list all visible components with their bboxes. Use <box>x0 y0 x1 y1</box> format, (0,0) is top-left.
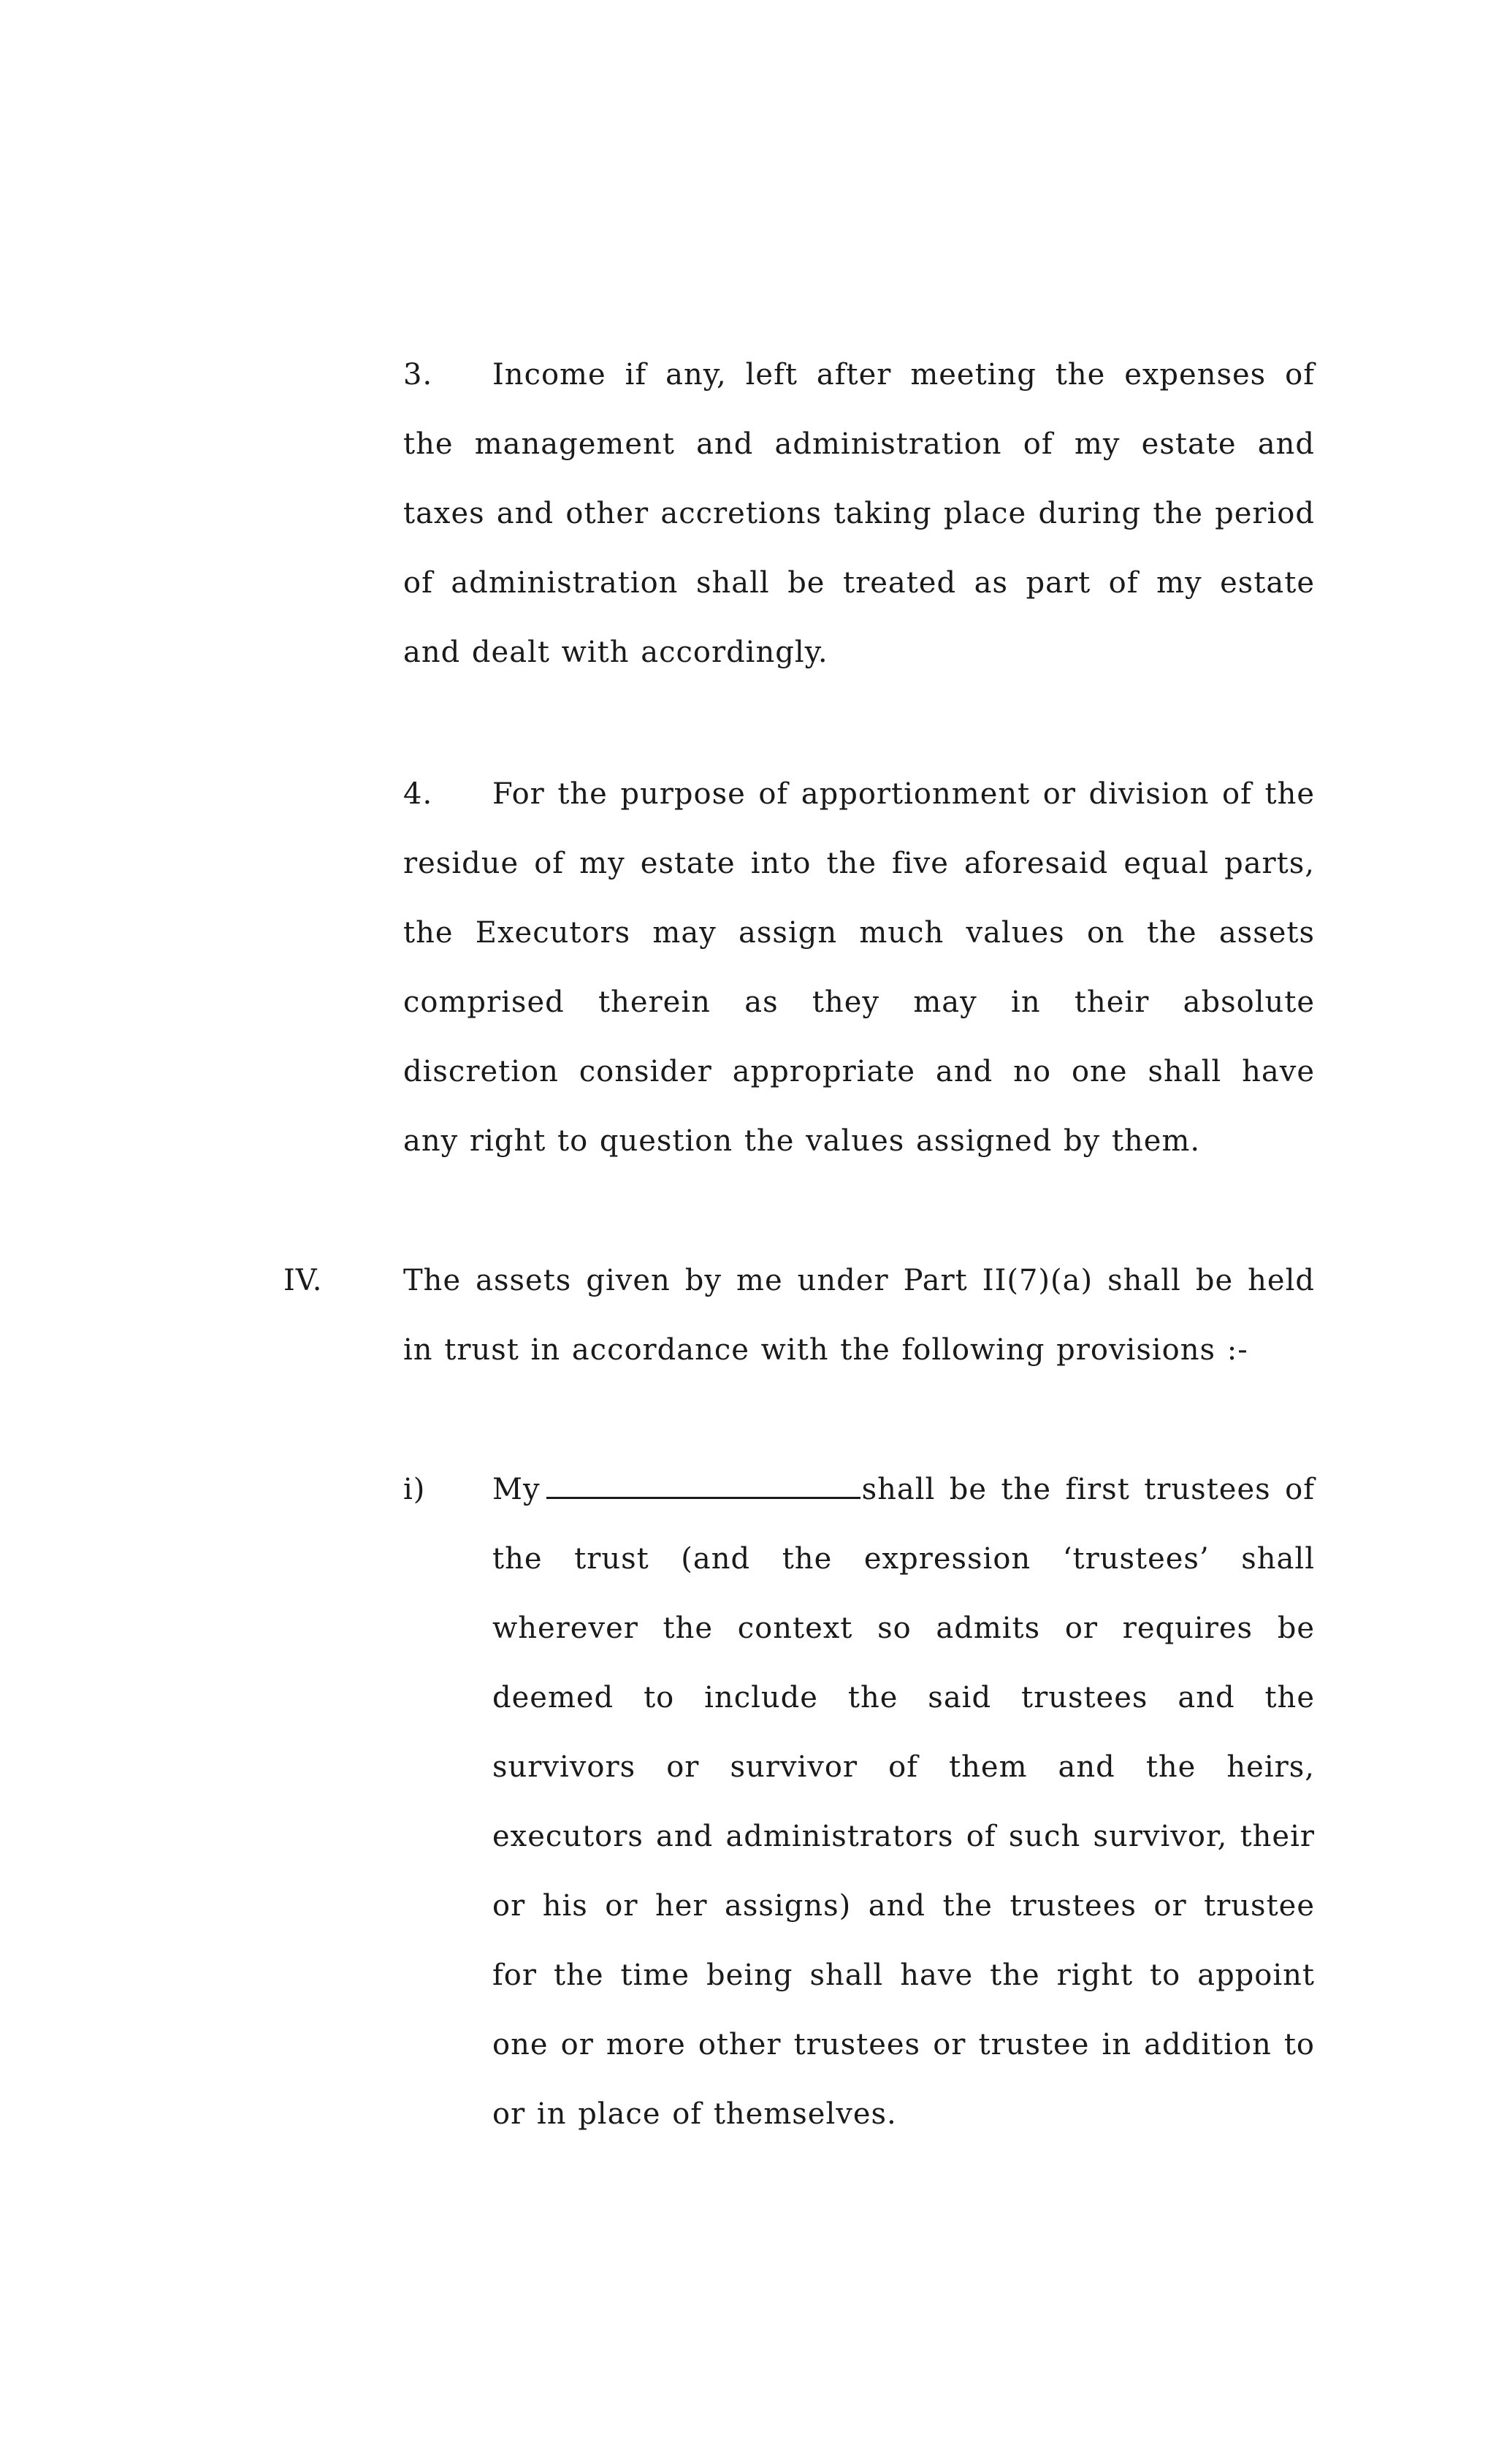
section-iv-number: IV. <box>283 1264 323 1297</box>
trustee-name-blank <box>546 1475 860 1499</box>
sub-clause-i-text-after: shall be the first trustees of the trust (and the expression ‘trustees’ shall wherever the context so admits or requires be deemed to include the said trustees and the survivors or survivor of them and the heirs, executors and administrators of such survivor, their or his or her assigns) and the trustees or trustee for the time being shall have the right to appoint one or more other trustees or trustee in addition to or in place of themselves. <box>492 1473 1315 2131</box>
clause-4-text: For the purpose of apportionment or division of the residue of my estate into the five aforesaid equal parts, the Executors may assign much values on the assets comprised therein as they may in their absolute discretion consider appropriate and no one shall have any right to question the values assigned by them. <box>403 777 1315 1158</box>
sub-clause-i-number: i) <box>403 1473 426 1506</box>
clause-4 <box>403 760 1315 1176</box>
sub-clause-i <box>492 1455 1315 2149</box>
clause-3-number: 3. <box>403 358 433 392</box>
clause-4-number: 4. <box>403 777 433 811</box>
clause-3-text: Income if any, left after meeting the expenses of the management and administration of my estate and taxes and other accretions taking place during the period of administration shall be treated as part of my estate and dealt with accordingly. <box>403 358 1315 669</box>
section-iv-text: The assets given by me under Part II(7)(a) shall be held in trust in accordance with the following provisions :- <box>403 1264 1315 1367</box>
sub-clause-i-text-before: My <box>492 1473 541 1506</box>
section-iv <box>403 1246 1315 1385</box>
clause-3 <box>403 340 1315 687</box>
